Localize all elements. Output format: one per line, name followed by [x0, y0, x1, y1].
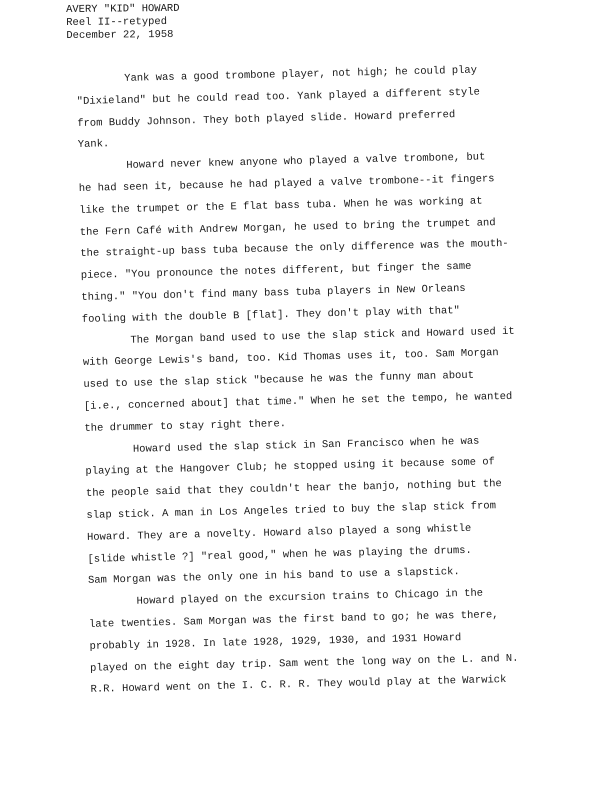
text-line: Sam Morgan was the only one in his band to use a slapstick.: [87, 566, 460, 588]
text-line: with George Lewis's band, too. Kid Thomas uses it, too. Sam Morgan: [82, 347, 499, 370]
document-header: [66, 3, 180, 43]
text-line: "Dixieland" but he could read too. Yank played a different style: [76, 86, 481, 108]
text-line: Yank was a good trombone player, not high; he could play: [124, 64, 478, 85]
text-line: thing." "You don't find many bass tuba players in New Orleans: [81, 282, 466, 304]
text-line: the drummer to stay right there.: [84, 417, 287, 435]
header-date: December 22, 1958: [66, 28, 174, 42]
text-line: like the trumpet or the E flat bass tuba. When he was working at: [79, 195, 483, 217]
text-line: the straight-up bass tuba because the only difference was the mouth-: [80, 238, 509, 261]
text-line: [slide whistle ?] "real good," when he was playing the drums.: [87, 544, 472, 566]
paragraph: [88, 581, 610, 702]
text-line: Howard. They are a novelty. Howard also played a song whistle: [86, 522, 472, 544]
paragraph: [78, 145, 602, 332]
text-line: Howard never knew anyone who played a valve trombone, but: [126, 151, 486, 173]
header-title: AVERY "KID" HOWARD: [66, 2, 180, 16]
text-line: the people said that they couldn't hear the banjo, nothing but the: [85, 478, 502, 501]
text-line: late twenties. Sam Morgan was the first band to go; he was there,: [88, 609, 499, 631]
paragraph: [82, 319, 604, 440]
text-line: playing at the Hangover Club; he stopped using it because some of: [85, 456, 496, 479]
text-line: used to use the slap stick "because he was the funny man about: [83, 369, 475, 392]
paragraph: [85, 428, 608, 593]
text-line: fooling with the double B [flat]. They don't play with that": [81, 304, 460, 326]
text-line: piece. "You pronounce the notes different, but finger the same: [80, 260, 472, 283]
text-line: Yank.: [77, 138, 110, 152]
text-line: slap stick. A man in Los Angeles tried to buy the slap stick from: [86, 500, 497, 522]
text-line: from Buddy Johnson. They both played slide. Howard preferred: [77, 108, 456, 130]
text-line: Howard played on the excursion trains to Chicago in the: [136, 587, 484, 608]
text-line: [i.e., concerned about] that time." When he set the tempo, he wanted: [83, 390, 513, 413]
text-line: probably in 1928. In late 1928, 1929, 1930, and 1931 Howard: [89, 631, 462, 653]
text-line: played on the eight day trip. Sam went the long way on the L. and N.: [89, 652, 519, 675]
transcript-body: [76, 58, 611, 702]
text-line: he had seen it, because he had played a valve trombone--it fingers: [78, 173, 495, 195]
text-line: the Fern Café with Andrew Morgan, he used to bring the trumpet and: [79, 216, 496, 239]
header-reel: Reel II--retyped: [66, 15, 168, 29]
paragraph: [76, 58, 598, 157]
text-line: R.R. Howard went on the I. C. R. R. They would play at the Warwick: [90, 674, 507, 697]
text-line: Howard used the slap stick in San Francisco when he was: [132, 435, 480, 456]
text-line: The Morgan band used to use the slap stick and Howard used it: [130, 325, 515, 347]
